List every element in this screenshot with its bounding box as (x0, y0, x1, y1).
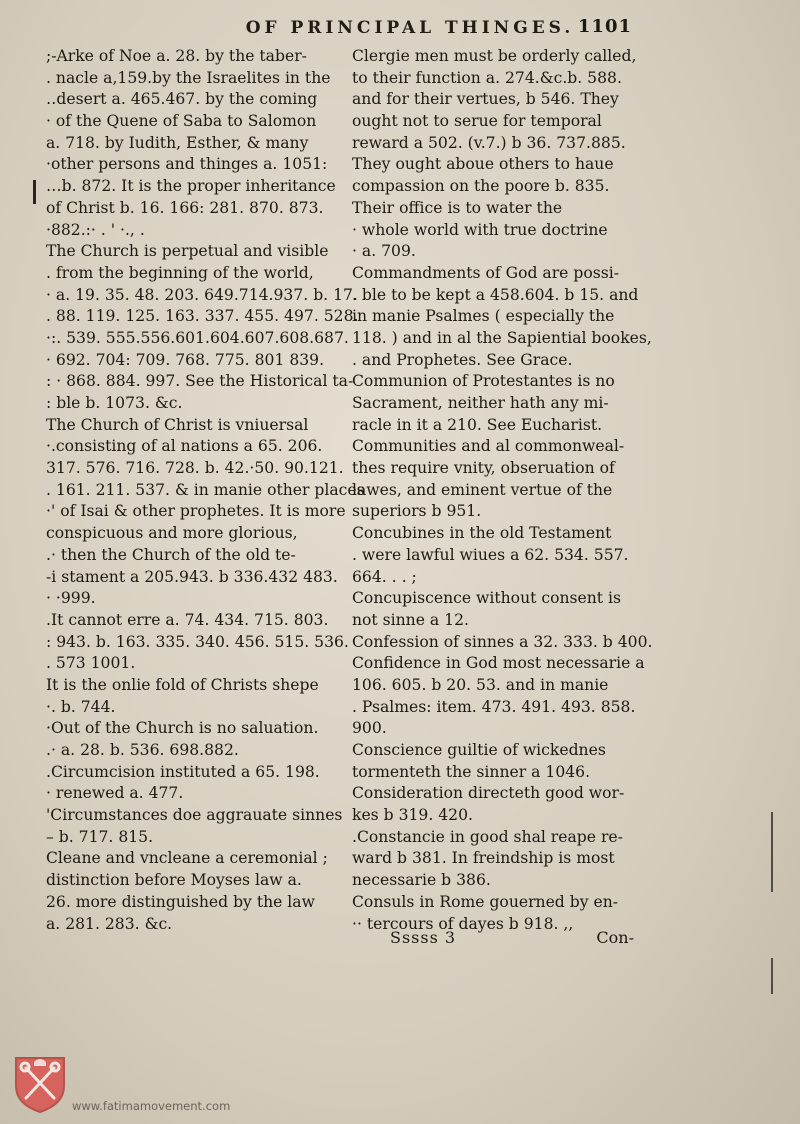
left-index-line: · ·999. (46, 589, 96, 608)
left-index-line: The Church is perpetual and visible (46, 242, 329, 261)
right-index-line: · a. 709. (352, 242, 416, 261)
catchline (390, 928, 700, 947)
left-index-line: · renewed a. 477. (46, 784, 184, 803)
left-index-line: ;‑Arke of Noe a. 28. by the taber- (46, 47, 307, 65)
left-index-line: It is the onlie fold of Christs shepe (46, 675, 319, 694)
left-index-line: : · 868. 884. 997. See the Historical ta- (46, 372, 354, 391)
left-index-line: distinction before Moyses law a. (46, 871, 302, 890)
left-index-line: conspicuous and more glorious, (46, 524, 298, 543)
left-index-line: ·. b. 744. (46, 697, 116, 716)
right-index-line: . were lawful wiues a 62. 534. 557. (352, 545, 629, 564)
right-index-line: kes b 319. 420. (352, 806, 473, 825)
right-index-line: Consuls in Rome gouerned by en- (352, 892, 619, 911)
right-index-line: necessarie b 386. (352, 871, 491, 890)
signature-mark: Sssss 3 (390, 928, 457, 947)
left-index-line: . 88. 119. 125. 163. 337. 455. 497. 528. (46, 307, 359, 326)
left-index-line: Cleane and vncleane a ceremonial ; (46, 849, 328, 868)
left-index-line: .· a. 28. b. 536. 698.882. (46, 741, 239, 759)
right-index-line: Commandments of God are possi- (352, 263, 619, 282)
left-index-line: . 573 1001. (46, 654, 136, 673)
left-index-line: …b. 872. It is the proper inheritance (46, 177, 336, 196)
left-index-line: 26. more distinguished by the law (46, 892, 315, 911)
left-index-line: 317. 576. 716. 728. b. 42.·50. 90.121. (46, 459, 344, 478)
right-index-line: racle in it a 210. See Eucharist. (352, 415, 603, 434)
right-index-line: 900. (352, 719, 387, 738)
left-index-line: ·:. 539. 555.556.601.604.607.608.687. (46, 328, 349, 347)
left-index-line: ·882.:· . ' ·., . (46, 220, 145, 239)
left-index-line: ·' of Isai & other prophetes. It is more (46, 502, 346, 521)
right-index-line: and for their vertues, b 546. They (352, 90, 619, 109)
margin-rule-lower (771, 958, 773, 994)
right-index-line: 106. 605. b 20. 53. and in manie (352, 675, 609, 694)
right-index-line: in manie Psalmes ( especially the (352, 307, 615, 326)
left-index-line: ·Out of the Church is no saluation. (46, 719, 319, 738)
page-number: 1101 (577, 16, 632, 37)
left-index-line: · of the Quene of Saba to Salomon (46, 112, 317, 131)
margin-mark (33, 180, 36, 204)
right-index-line: ought not to serue for temporal (352, 112, 602, 131)
right-index-line: to their function a. 274.&c.b. 588. (352, 68, 622, 87)
right-index-line: lawes, and eminent vertue of the (352, 480, 613, 499)
right-index-line: Consideration directeth good wor- (352, 784, 625, 803)
website-url: www.fatimamovement.com (72, 1099, 231, 1113)
left-index-line: . nacle a,159.by the Israelites in the (46, 68, 331, 87)
left-index-line: . from the beginning of the world, (46, 263, 314, 282)
left-index-line: ·.consisting of al nations a 65. 206. (46, 437, 323, 456)
left-index-line: .It cannot erre a. 74. 434. 715. 803. (46, 610, 329, 629)
right-index-line: superiors b 951. (352, 502, 482, 521)
left-index-line: : ble b. 1073. &c. (46, 394, 183, 412)
right-index-line: thes require vnity, obseruation of (352, 459, 615, 478)
left-index-column (46, 46, 365, 935)
right-index-line: not sinne a 12. (352, 610, 469, 629)
left-index-line: – b. 717. 815. (46, 827, 154, 846)
left-index-line: . 161. 211. 537. & in manie other places (46, 480, 365, 499)
left-index-line: a. 281. 283. &c. (46, 914, 173, 933)
left-index-line: a. 718. by Iudith, Esther, & many (46, 133, 309, 152)
left-index-line: : 943. b. 163. 335. 340. 456. 515. 536. (46, 632, 349, 651)
left-index-line: The Church of Christ is vniuersal (46, 415, 309, 434)
right-index-line: compassion on the poore b. 835. (352, 177, 610, 196)
right-index-line: 664. . . ; (352, 567, 417, 586)
right-index-line: Communion of Protestantes is no (352, 372, 615, 391)
right-index-line: They ought aboue others to haue (352, 155, 614, 174)
right-index-line: . ble to be kept a 458.604. b 15. and (352, 285, 639, 304)
right-index-line: . Psalmes: item. 473. 491. 493. 858. (352, 697, 636, 716)
right-index-line: . and Prophetes. See Grace. (352, 350, 573, 369)
left-index-line: .Circumcision instituted a 65. 198. (46, 762, 320, 781)
right-index-column (352, 46, 652, 935)
left-index-line: · 692. 704: 709. 768. 775. 801 839. (46, 350, 325, 369)
right-index-line: ward b 381. In freindship is most (352, 849, 615, 868)
right-index-line: Confession of sinnes a 32. 333. b 400. (352, 632, 653, 651)
left-index-line: .· then the Church of the old te- (46, 545, 296, 564)
left-index-line: ‥desert a. 465.467. by the coming (46, 90, 318, 109)
right-index-line: · whole world with true doctrine (352, 220, 608, 239)
right-index-line: .Constancie in good shal reape re- (352, 827, 623, 846)
left-index-line: 'Circumstances doe aggrauate sinnes (46, 806, 343, 825)
right-index-line: Confidence in God most necessarie a (352, 654, 645, 673)
margin-rule (771, 812, 773, 892)
left-index-line: of Christ b. 16. 166: 281. 870. 873. (46, 198, 324, 217)
right-index-line: Conscience guiltie of wickednes (352, 741, 606, 759)
right-index-line: ·· tercours of dayes b 918. ,, (352, 914, 574, 933)
left-index-line: · a. 19. 35. 48. 203. 649.714.937. b. 17. (46, 285, 358, 304)
right-index-line: Clergie men must be orderly called, (352, 47, 637, 65)
right-index-line: tormenteth the sinner a 1046. (352, 762, 591, 781)
papal-keys-shield-icon (12, 1052, 68, 1114)
right-index-line: reward a 502. (v.7.) b 36. 737.885. (352, 133, 626, 152)
catchword: Con- (596, 928, 634, 947)
right-index-line: Communities and al commonweal- (352, 437, 625, 456)
right-index-line: Concubines in the old Testament (352, 524, 612, 543)
running-header: OF PRINCIPAL THINGES. (245, 18, 575, 38)
right-index-line: Concupiscence without consent is (352, 589, 621, 608)
right-index-line: Sacrament, neither hath any mi- (352, 394, 609, 412)
right-index-line: 118. ) and in al the Sapiential bookes, (352, 328, 652, 347)
left-index-line: ·other persons and thinges a. 1051: (46, 155, 328, 174)
left-index-line: -i stament a 205.943. b 336.432 483. (46, 567, 338, 586)
right-index-line: Their office is to water the (352, 198, 563, 217)
